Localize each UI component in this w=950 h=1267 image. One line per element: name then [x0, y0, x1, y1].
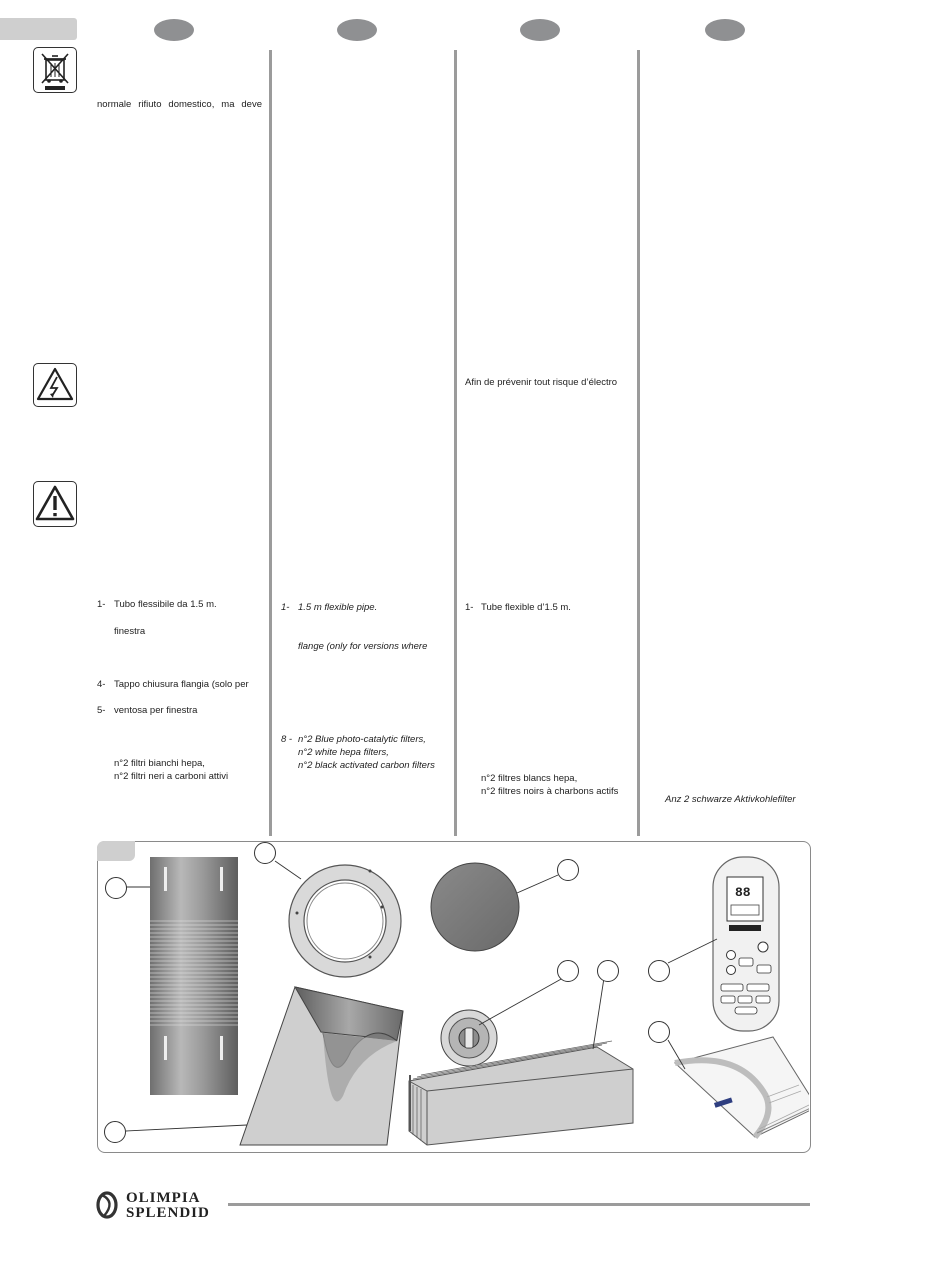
window-adaptor — [240, 987, 403, 1145]
footer-rule — [228, 1203, 810, 1206]
components-illustration — [97, 841, 809, 1151]
en-flange-text: flange (only for versions where — [298, 641, 428, 652]
en-item-8-number: 8 - — [281, 734, 293, 745]
de-filters-black: Anz 2 schwarze Aktivkohlefilter — [665, 794, 796, 805]
brand-logo-mark — [96, 1190, 122, 1220]
callout-marker — [557, 960, 579, 982]
callout-marker — [597, 960, 619, 982]
it-filters-white: n°2 filtri bianchi hepa, — [114, 758, 205, 769]
callout-marker — [648, 960, 670, 982]
it-item-5: ventosa per finestra — [114, 705, 198, 716]
en-item-1: 1.5 m flexible pipe. — [298, 602, 378, 613]
electric-hazard-icon — [33, 363, 77, 407]
it-item-1: Tubo flessibile da 1.5 m. — [114, 599, 217, 610]
wheelie-bin-crossed-icon — [33, 47, 77, 93]
fr-filters-black: n°2 filtres noirs à charbons actifs — [481, 786, 619, 797]
it-item-4: Tappo chiusura flangia (solo per — [114, 679, 249, 690]
fr-filters-white: n°2 filtres blancs hepa, — [481, 773, 578, 784]
brand-name-line2: SPLENDID — [126, 1205, 210, 1221]
callout-marker — [105, 877, 127, 899]
en-filters-blue: n°2 Blue photo-catalytic filters, — [298, 734, 426, 745]
it-item-2-cont: finestra — [114, 626, 146, 637]
window-suction-cup — [441, 1010, 497, 1066]
column-divider — [269, 50, 272, 836]
flange-cap — [431, 863, 519, 951]
en-filters-black: n°2 black activated carbon filters — [298, 760, 435, 771]
it-filters-black: n°2 filtri neri a carboni attivi — [114, 771, 229, 782]
instruction-booklet — [675, 1037, 809, 1137]
filters-stack — [409, 1041, 633, 1145]
warning-icon — [33, 481, 77, 527]
it-item-1-number: 1- — [97, 599, 106, 610]
it-item-4-number: 4- — [97, 679, 106, 690]
fr-item-1-number: 1- — [465, 602, 474, 613]
remote-control — [713, 857, 779, 1031]
en-item-1-number: 1- — [281, 602, 290, 613]
callout-marker — [648, 1021, 670, 1043]
column-divider — [454, 50, 457, 836]
language-marker-en — [337, 19, 377, 41]
section-tab — [0, 18, 77, 40]
language-marker-it — [154, 19, 194, 41]
en-filters-white: n°2 white hepa filters, — [298, 747, 389, 758]
fr-item-1: Tube flexible d’1.5 m. — [481, 602, 571, 613]
window-flange — [289, 865, 401, 977]
language-marker-de — [705, 19, 745, 41]
it-disposal-text: normale rifiuto domestico, ma deve — [97, 99, 262, 110]
callout-marker — [254, 842, 276, 864]
language-marker-fr — [520, 19, 560, 41]
callout-marker — [104, 1121, 126, 1143]
callout-marker — [557, 859, 579, 881]
it-item-5-number: 5- — [97, 705, 106, 716]
column-divider — [637, 50, 640, 836]
flexible-pipe — [150, 857, 238, 1095]
remote-display: 88 — [735, 885, 751, 900]
brand-name-line1: OLIMPIA — [126, 1190, 201, 1206]
fr-electro-text: Afin de prévenir tout risque d’électro — [465, 377, 618, 388]
